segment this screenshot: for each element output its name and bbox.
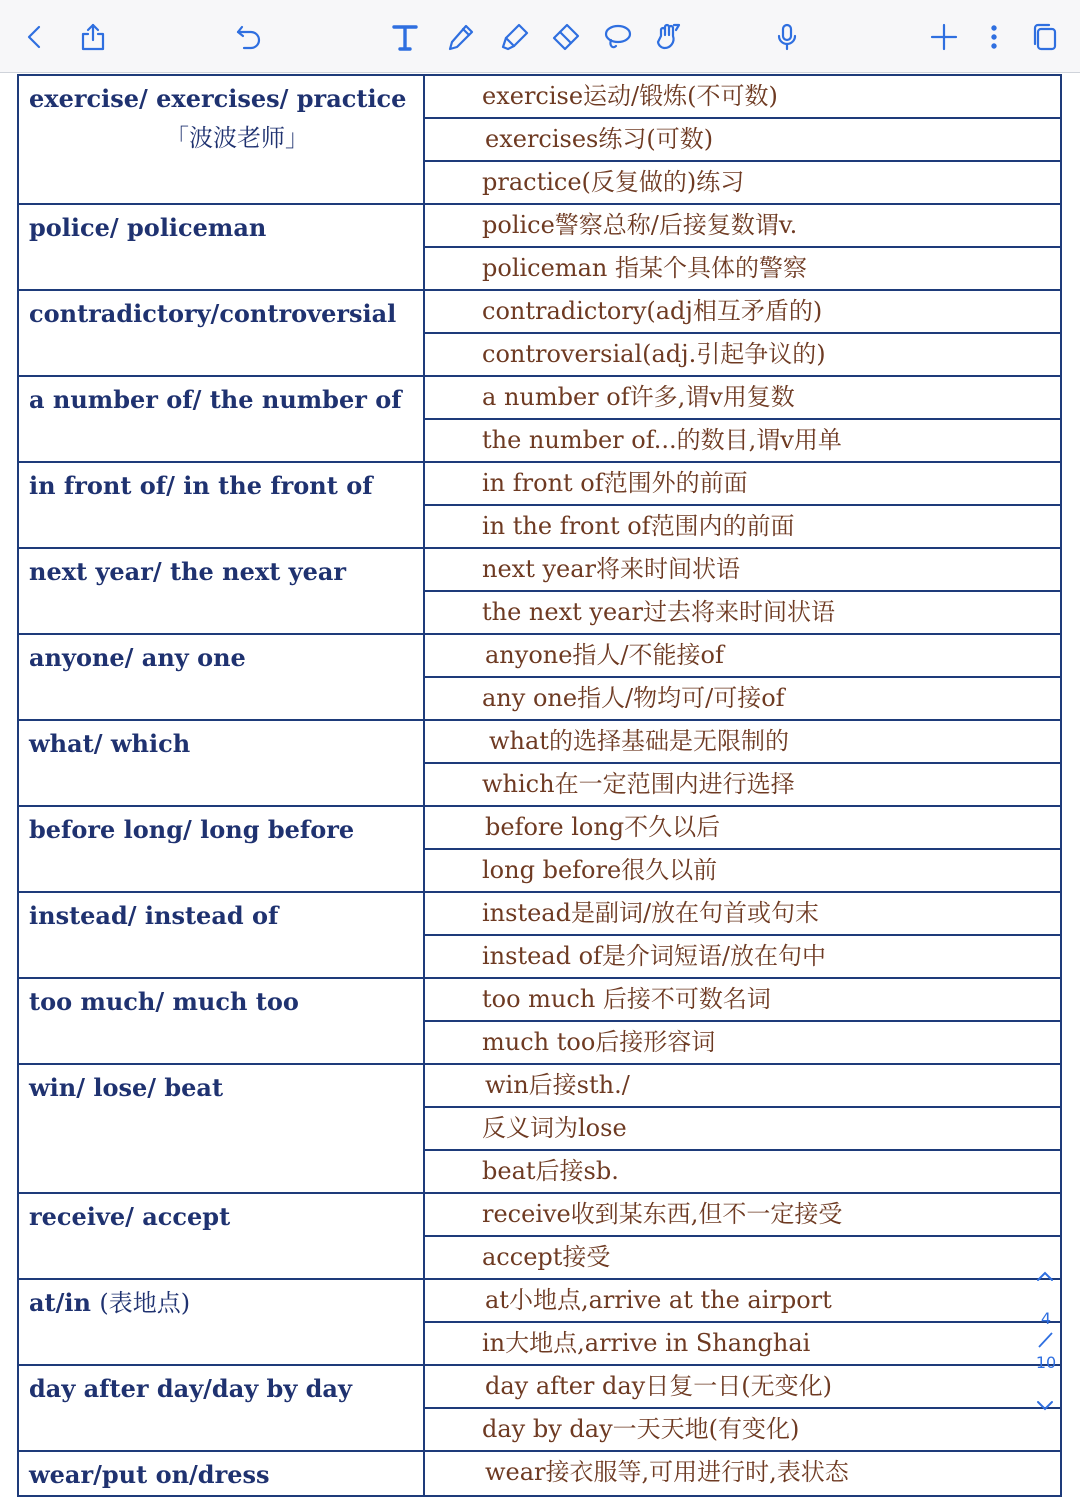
table-row (18, 720, 1061, 763)
table-row (18, 1365, 1061, 1408)
term-cell: day after day/day by day (18, 1365, 424, 1451)
back-icon[interactable] (20, 22, 50, 52)
table-row (18, 204, 1061, 247)
eraser-tool-icon[interactable] (550, 22, 580, 52)
definition-cell: the next year过去将来时间状语 (424, 591, 1061, 634)
definition-cell: exercises练习(可数) (424, 118, 1061, 161)
definition-cell: in front of范围外的前面 (424, 462, 1061, 505)
term-cell: wear/put on/dress (18, 1451, 424, 1496)
table-row (18, 75, 1061, 118)
definition-cell: at小地点,arrive at the airport (424, 1279, 1061, 1322)
definition-cell: anyone指人/不能接of (424, 634, 1061, 677)
table-row (18, 1451, 1061, 1496)
table-row (18, 290, 1061, 333)
share-icon[interactable] (78, 22, 108, 52)
pages-icon[interactable] (1030, 22, 1060, 52)
definition-cell: what的选择基础是无限制的 (424, 720, 1061, 763)
term-cell: next year/ the next year (18, 548, 424, 634)
term-text: exercise/ exercises/ practice (29, 84, 407, 113)
definition-cell: which在一定范围内进行选择 (424, 763, 1061, 806)
highlighter-tool-icon[interactable] (500, 22, 530, 52)
table-row (18, 806, 1061, 849)
term-cell: anyone/ any one (18, 634, 424, 720)
definition-cell: much too后接形容词 (424, 1021, 1061, 1064)
table-row (18, 1064, 1061, 1107)
definition-cell: police警察总称/后接复数谓v. (424, 204, 1061, 247)
definition-cell: in the front of范围内的前面 (424, 505, 1061, 548)
table-row (18, 376, 1061, 419)
definition-cell: a number of许多,谓v用复数 (424, 376, 1061, 419)
definition-cell: exercise运动/锻炼(不可数) (424, 75, 1061, 118)
definition-cell: wear接衣服等,可用进行时,表状态 (424, 1451, 1061, 1496)
definition-cell: day after day日复一日(无变化) (424, 1365, 1061, 1408)
table-row (18, 1279, 1061, 1322)
microphone-icon[interactable] (772, 22, 802, 52)
definition-cell: any one指人/物均可/可接of (424, 677, 1061, 720)
text-tool-icon[interactable] (390, 22, 420, 52)
definition-cell: the number of...的数目,谓v用单 (424, 419, 1061, 462)
table-row (18, 462, 1061, 505)
term-cell: in front of/ in the front of (18, 462, 424, 548)
chevron-up-icon[interactable] (1034, 1268, 1056, 1282)
definition-cell: day by day一天天地(有变化) (424, 1408, 1061, 1451)
definition-cell: accept接受 (424, 1236, 1061, 1279)
definition-cell: instead是副词/放在句首或句末 (424, 892, 1061, 935)
definition-cell: in大地点,arrive in Shanghai (424, 1322, 1061, 1365)
definition-cell: policeman 指某个具体的警察 (424, 247, 1061, 290)
term-cell: what/ which (18, 720, 424, 806)
table-row (18, 978, 1061, 1021)
term-cell: contradictory/controversial (18, 290, 424, 376)
term-cell: receive/ accept (18, 1193, 424, 1279)
definition-cell: beat后接sb. (424, 1150, 1061, 1193)
vocab-table (17, 74, 1062, 1497)
lasso-tool-icon[interactable] (602, 22, 632, 52)
total-pages-number: 10 (1035, 1353, 1057, 1372)
definition-cell: long before很久以前 (424, 849, 1061, 892)
table-row (18, 892, 1061, 935)
term-cell: instead/ instead of (18, 892, 424, 978)
term-cell: too much/ much too (18, 978, 424, 1064)
toolbar (0, 0, 1080, 73)
term-cell: police/ policeman (18, 204, 424, 290)
note-page[interactable] (0, 73, 1080, 1489)
term-text: at/in (29, 1288, 91, 1317)
term-cell (18, 1279, 424, 1365)
chevron-down-icon[interactable] (1034, 1398, 1056, 1412)
page-scrubber[interactable] (1026, 1262, 1066, 1422)
more-icon[interactable] (979, 22, 1009, 52)
table-row (18, 548, 1061, 591)
term-note: (表地点) (99, 1289, 191, 1317)
definition-cell: receive收到某东西,但不一定接受 (424, 1193, 1061, 1236)
table-row (18, 1193, 1061, 1236)
table-row (18, 634, 1061, 677)
definition-cell: too much 后接不可数名词 (424, 978, 1061, 1021)
definition-cell: 反义词为lose (424, 1107, 1061, 1150)
definition-cell: next year将来时间状语 (424, 548, 1061, 591)
definition-cell: win后接sth./ (424, 1064, 1061, 1107)
author-note: 「波波老师」 (165, 124, 309, 152)
page-divider-icon (1034, 1330, 1056, 1350)
definition-cell: contradictory(adj相互矛盾的) (424, 290, 1061, 333)
undo-icon[interactable] (234, 22, 264, 52)
term-cell (18, 75, 424, 204)
current-page-number: 4 (1040, 1309, 1052, 1328)
definition-cell: practice(反复做的)练习 (424, 161, 1061, 204)
shapes-tool-icon[interactable] (654, 22, 684, 52)
definition-cell: instead of是介词短语/放在句中 (424, 935, 1061, 978)
term-cell: before long/ long before (18, 806, 424, 892)
add-icon[interactable] (929, 22, 959, 52)
term-cell: win/ lose/ beat (18, 1064, 424, 1193)
definition-cell: controversial(adj.引起争议的) (424, 333, 1061, 376)
definition-cell: before long不久以后 (424, 806, 1061, 849)
pen-tool-icon[interactable] (446, 22, 476, 52)
term-cell: a number of/ the number of (18, 376, 424, 462)
